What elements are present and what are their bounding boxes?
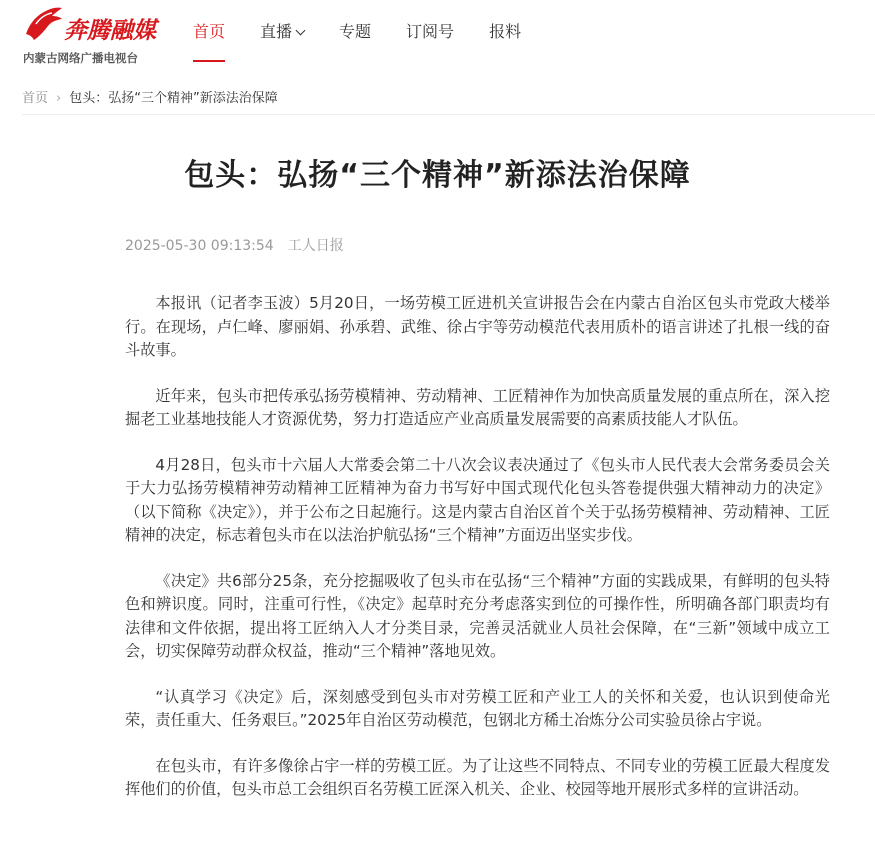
article-paragraph: 4月28日，包头市十六届人大常委会第二十八次会议表决通过了《包头市人民代表大会常务委员会关于大力弘扬劳模精神劳动精神工匠精神为奋力书写好中国式现代化包头答卷提供强大精神动力的决定》（以下简称《决定》），并于公布之日起施行。这是内蒙古自治区首个关于弘扬劳模精神、劳动精神、工匠精神的决定，标志着包头市在以法治护航弘扬“三个精神”方面迈出坚实步伐。	[125, 455, 830, 544]
article-meta	[125, 235, 344, 255]
article-paragraph: 在包头市，有许多像徐占宇一样的劳模工匠。为了让这些不同特点、不同专业的劳模工匠最大程度发挥他们的价值，包头市总工会组织百名劳模工匠深入机关、企业、校园等地开展形式多样的宣讲活动。	[125, 756, 830, 798]
logo-name: 奔腾融媒	[64, 18, 156, 44]
breadcrumb-home[interactable]: 首页	[22, 91, 49, 106]
article-paragraph: 本报讯（记者李玉波）5月20日，一场劳模工匠进机关宣讲报告会在内蒙古自治区包头市党政大楼举行。在现场，卢仁峰、廖丽娟、孙承碧、武维、徐占宇等劳动模范代表用质朴的语言讲述了扎根一线的奋斗故事。	[125, 294, 830, 359]
logo-subtitle: 内蒙古网络广播电视台	[23, 51, 138, 65]
divider	[22, 114, 875, 115]
breadcrumb-current: 包头：弘扬“三个精神”新添法治保障	[69, 91, 278, 106]
article-paragraph: “认真学习《决定》后，深刻感受到包头市对劳模工匠和产业工人的关怀和关爱，也认识到使命光荣，责任重大、任务艰巨。”2025年自治区劳动模范，包钢北方稀土冶炼分公司实验员徐占宇说。	[125, 687, 830, 729]
site-logo[interactable]	[22, 4, 172, 70]
nav-item-home[interactable]: 首页	[193, 20, 225, 44]
article-datetime: 2025-05-30 09:13:54	[125, 238, 274, 254]
main-nav	[193, 20, 556, 44]
article-paragraph: 《决定》共6部分25条，充分挖掘吸收了包头市在弘扬“三个精神”方面的实践成果，有鲜明的包头特色和辨识度。同时，注重可行性，《决定》起草时充分考虑落实到位的可操作性，所明确各部门职责均有法律和文件依据，提出将工匠纳入人才分类目录，完善灵活就业人员社会保障，在“三新”领域中成立工会，切实保障劳动群众权益，推动“三个精神”落地见效。	[125, 571, 830, 660]
nav-item-report[interactable]: 报料	[489, 22, 522, 41]
site-header	[0, 0, 875, 78]
article-source: 工人日报	[287, 238, 344, 254]
chevron-right-icon: ›	[56, 91, 62, 106]
breadcrumb	[22, 87, 278, 106]
nav-item-subscriptions[interactable]: 订阅号	[406, 22, 455, 41]
horse-logo-icon	[22, 4, 66, 46]
nav-item-live-label: 直播	[260, 22, 293, 41]
chevron-down-icon	[296, 26, 306, 36]
nav-item-live[interactable]	[260, 20, 304, 44]
article-title: 包头：弘扬“三个精神”新添法治保障	[184, 158, 691, 193]
article-paragraph: 近年来，包头市把传承弘扬劳模精神、劳动精神、工匠精神作为加快高质量发展的重点所在，深入挖掘老工业基地技能人才资源优势，努力打造适应产业高质量发展需要的高素质技能人才队伍。	[125, 386, 830, 428]
article-body	[125, 292, 830, 824]
nav-item-topics[interactable]: 专题	[339, 22, 372, 41]
